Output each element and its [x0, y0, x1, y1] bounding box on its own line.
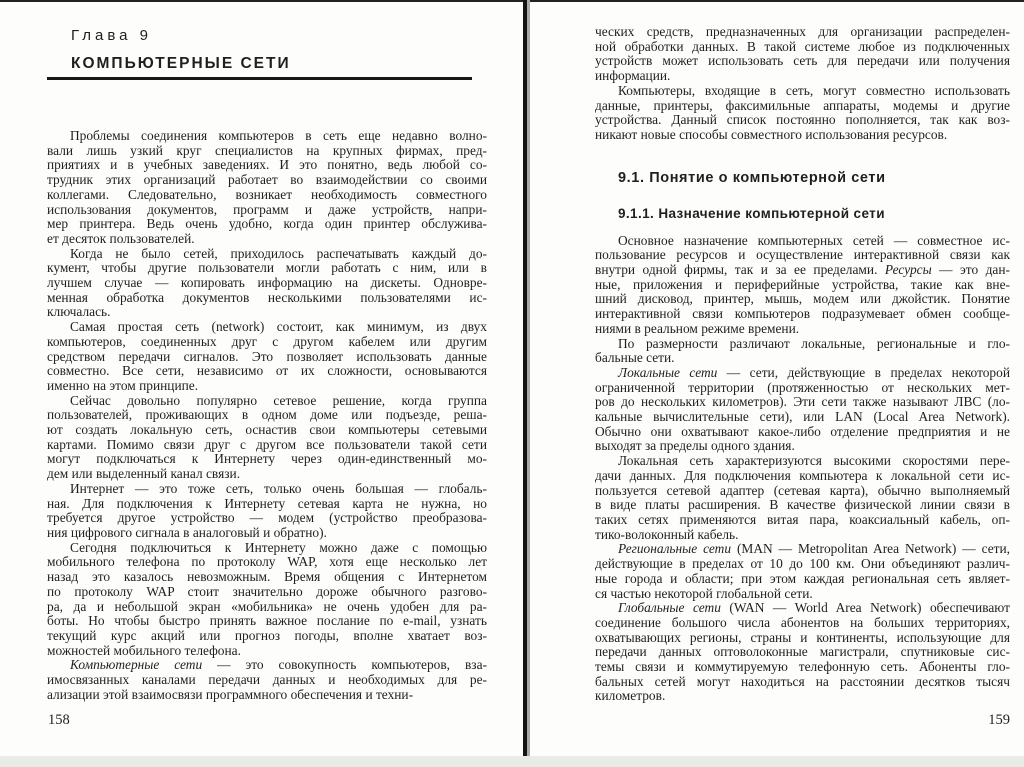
text-run: кальные вычислительные сети), или LAN (Local Area Network).	[595, 409, 1010, 425]
text-run: соединение большого числа абонентов на больших территориях,	[595, 614, 1010, 630]
text-line	[595, 689, 1010, 704]
page-number-left: 158	[48, 712, 70, 728]
text-run: Сегодня подключиться к Интернету можно даже с помощью	[70, 539, 487, 555]
text-line	[47, 335, 487, 350]
text-run: дачи данных. Для подключения компьютера к локальной сети ис-	[595, 467, 1010, 483]
paragraph	[595, 84, 1010, 143]
text-run: По размерности различают локальные, региональные и гло-	[618, 335, 1010, 351]
text-line	[47, 644, 487, 659]
text-line	[47, 247, 487, 262]
text-run: именно на этом принципе.	[47, 377, 199, 393]
text-line	[47, 144, 487, 159]
paragraph	[595, 542, 1010, 601]
book-gutter-highlight	[527, 0, 530, 756]
text-run: бальных сетей могут находиться на расстоянии десятков тысяч	[595, 673, 1010, 689]
text-line	[47, 158, 487, 173]
text-run: ра, да и небольшой экран «мобильника» не очень удобен для ра-	[47, 598, 487, 614]
text-line	[47, 511, 487, 526]
text-line	[47, 291, 487, 306]
text-run: шний дисковод, принтер, мышь, модем или джойстик. Понятие	[595, 291, 1010, 307]
text-run: действующие в пределах от 10 до 100 км. Они объединяют различ-	[595, 556, 1010, 572]
subsection-heading: 9.1.1. Назначение компьютерной сети	[618, 205, 885, 221]
italic-term: Компьютерные сети	[70, 657, 203, 673]
text-line	[47, 232, 487, 247]
text-line	[595, 322, 1010, 337]
text-run: назад это казалось невозможным. Время общения с Интернетом	[47, 569, 487, 585]
text-run: средством передачи сигналов. Это позволяет использовать данные	[47, 348, 487, 364]
text-run: ет десяток пользователей.	[47, 230, 195, 246]
text-run: ров до нескольких километров). Эти сети также называют ЛВС (ло-	[595, 394, 1010, 410]
scan-top-edge	[0, 0, 1024, 2]
text-line	[595, 395, 1010, 410]
text-run: — сети, действующие в пределах некоторой	[717, 364, 1010, 380]
text-line	[595, 631, 1010, 646]
text-run: менная обработка документов несколькими пользователями ис-	[47, 289, 487, 305]
text-line	[47, 276, 487, 291]
text-line	[595, 660, 1010, 675]
text-line	[47, 394, 487, 409]
text-run: Проблемы соединения компьютеров в сеть еще недавно волно-	[70, 128, 487, 143]
paragraph	[595, 366, 1010, 454]
text-run: информации.	[595, 68, 671, 84]
text-run: охватывающих регионы, страны и континенты, использующие для	[595, 629, 1010, 645]
text-run: данные, принтеры, факсимильные аппараты, модемы и другие	[595, 97, 1010, 113]
text-line	[595, 528, 1010, 543]
text-line	[595, 675, 1010, 690]
text-run: устройств может использовать сеть для передачи или получения	[595, 53, 1010, 69]
text-run: картами. Помимо связи друг с другом все пользователи такой сети	[47, 436, 487, 452]
text-line	[47, 438, 487, 453]
text-line	[47, 600, 487, 615]
page-right	[595, 25, 1010, 704]
text-line	[47, 203, 487, 218]
chapter-title-rule	[47, 77, 472, 80]
paragraph	[595, 454, 1010, 542]
italic-term: Локальные сети	[618, 364, 718, 380]
text-run: Основное назначение компьютерных сетей — совместное ис-	[618, 232, 1010, 248]
text-line	[47, 673, 487, 688]
text-line	[595, 113, 1010, 128]
text-line	[595, 366, 1010, 381]
text-run: дем или выделенный канал связи.	[47, 466, 241, 482]
page-number-right: 159	[988, 712, 1010, 728]
text-line	[47, 350, 487, 365]
text-line	[47, 173, 487, 188]
text-line	[47, 688, 487, 703]
chapter-title: КОМПЬЮТЕРНЫЕ СЕТИ	[71, 55, 291, 72]
text-run: Компьютеры, входящие в сеть, могут совместно использовать	[618, 82, 1010, 98]
scan-bottom-strip	[0, 756, 1024, 767]
text-run: Локальная сеть характеризуются высокими скоростями пере-	[618, 453, 1010, 469]
italic-term: Региональные сети	[618, 541, 732, 557]
text-run: тико-волоконный кабель.	[595, 526, 739, 542]
text-run: приятиях и в учебных заведениях. И это понятно, ведь любой со-	[47, 157, 487, 173]
text-line	[47, 497, 487, 512]
text-line	[47, 585, 487, 600]
text-line	[595, 601, 1010, 616]
chapter-label: Глава 9	[71, 27, 153, 44]
text-line	[47, 452, 487, 467]
text-line	[595, 557, 1010, 572]
text-run: ния цифрового сигнала в аналоговый и обратно).	[47, 524, 327, 540]
text-line	[47, 320, 487, 335]
text-run: текущий курс акций или прогноз погоды, вполне хватает воз-	[47, 627, 487, 643]
text-run: лучшем случае — копировать информацию на дискеты. Одновре-	[47, 275, 487, 291]
text-run: мер принтера. Ведь очень удобно, когда один принтер обслужива-	[47, 216, 487, 232]
text-run: можностей мобильного телефона.	[47, 642, 241, 658]
text-run: ные, приложения и периферийные устройства, такие как вне-	[595, 276, 1010, 292]
text-line	[595, 572, 1010, 587]
text-run: ные города и области; при этом каждая региональная сеть являет-	[595, 570, 1010, 586]
text-run: имосвязанных каналами передачи данных и необходимых для ре-	[47, 672, 487, 688]
text-run: ниями в реальном режиме времени.	[595, 320, 800, 336]
paragraph	[47, 394, 487, 482]
text-run: ключалась.	[47, 304, 111, 320]
text-line	[47, 408, 487, 423]
text-line	[595, 25, 1010, 40]
text-line	[595, 513, 1010, 528]
text-line	[47, 129, 487, 144]
paragraph	[47, 247, 487, 321]
text-line	[47, 379, 487, 394]
text-line	[595, 542, 1010, 557]
text-run: пользуется сетевой адаптер (сетевая карта), обычно выполняемый	[595, 482, 1010, 498]
text-line	[595, 54, 1010, 69]
text-run: Интернет — это тоже сеть, только очень большая — глобаль-	[70, 480, 487, 496]
paragraph	[47, 658, 487, 702]
text-line	[47, 614, 487, 629]
text-run: устройства. Данный список постоянно пополняется, так как воз-	[595, 112, 1010, 128]
page-left-body	[47, 129, 487, 702]
text-run: компьютеров, соединенных друг с другом кабелем или другим	[47, 333, 487, 349]
text-run: внутри одной фирмы, так и за ее пределами.	[595, 262, 885, 278]
text-run: Когда не было сетей, приходилось распечатывать каждый до-	[70, 245, 487, 261]
text-line	[595, 410, 1010, 425]
text-line	[47, 305, 487, 320]
text-line	[595, 587, 1010, 602]
text-run: передачи данных оптоволоконные магистрали, спутниковые сис-	[595, 644, 1010, 660]
text-run: никают новые способы совместного использования ресурсов.	[595, 126, 948, 142]
text-line	[47, 570, 487, 585]
text-line	[595, 351, 1010, 366]
text-run: ная. Для подключения к Интернету сетевая карта не нужна, но	[47, 495, 487, 511]
text-line	[595, 469, 1010, 484]
text-run: совместно. Все сети, независимо от их сложности, основываются	[47, 363, 487, 379]
text-run: Сейчас довольно популярно сетевое решение, когда группа	[70, 392, 487, 408]
text-run: ся частью некоторой глобальной сети.	[595, 585, 813, 601]
text-line	[47, 658, 487, 673]
text-line	[595, 425, 1010, 440]
paragraph	[47, 541, 487, 659]
text-run: — это совокупность компьютеров, вза-	[202, 657, 488, 673]
text-run: пользователей, проживающих в одном доме или подъезде, реша-	[47, 407, 487, 423]
text-line	[595, 307, 1010, 322]
text-run: Самая простая сеть (network) состоит, как минимум, из двух	[70, 319, 487, 335]
paragraph	[595, 337, 1010, 366]
italic-term: Глобальные сети	[618, 600, 721, 616]
text-run: мобильного телефона по протоколу WAP, хотя еще несколько лет	[47, 554, 487, 570]
text-line	[47, 482, 487, 497]
text-line	[595, 40, 1010, 55]
text-line	[47, 188, 487, 203]
text-line	[595, 99, 1010, 114]
text-run: интерактивной связи компьютеров подразумевает обмен сообще-	[595, 306, 1010, 322]
text-line	[47, 217, 487, 232]
text-line	[47, 467, 487, 482]
text-run: по протоколу WAP стоит значительно дороже обычного разгово-	[47, 583, 487, 599]
section-heading: 9.1. Понятие о компьютерной сети	[618, 169, 886, 186]
text-run: использования документов, программ и даже устройств, напри-	[47, 201, 487, 217]
text-line	[595, 381, 1010, 396]
text-run: в виде платы расширения. В качестве физической линии связи в	[595, 497, 1010, 513]
text-line	[47, 364, 487, 379]
italic-term: Ресурсы	[884, 262, 932, 278]
text-line	[595, 292, 1010, 307]
text-line	[47, 541, 487, 556]
text-line	[47, 423, 487, 438]
text-run: километров.	[595, 688, 666, 704]
text-line	[47, 261, 487, 276]
paragraph	[595, 234, 1010, 337]
text-line	[595, 454, 1010, 469]
text-run: ческих средств, предназначенных для организации распределен-	[595, 24, 1010, 39]
paragraph	[47, 482, 487, 541]
text-run: таких сетях применяются витая пара, коаксиальный кабель, оп-	[595, 511, 1010, 527]
text-run: ной обработки данных. В такой системе любое из подключенных	[595, 38, 1010, 54]
paragraph	[595, 25, 1010, 84]
text-run: темы связи и коммутируемую телефонную сеть. Абоненты гло-	[595, 659, 1010, 675]
text-run: ограниченной территории (протяженностью от нескольких мет-	[595, 379, 1010, 395]
text-run: вали лишь узкий круг специалистов на крупных фирмах, пред-	[47, 142, 487, 158]
page-left	[47, 28, 487, 702]
text-line	[595, 128, 1010, 143]
text-line	[595, 645, 1010, 660]
text-run: кумент, чтобы другие пользователи могли работать с ним, или в	[47, 260, 487, 276]
text-run: выходят за пределы одного здания.	[595, 438, 795, 454]
text-line	[47, 555, 487, 570]
text-line	[595, 439, 1010, 454]
text-line	[595, 248, 1010, 263]
text-run: — это дан-	[931, 262, 1010, 278]
text-run: бальные сети.	[595, 350, 675, 366]
text-run: могут подключаться к Интернету через один-единственный мо-	[47, 451, 487, 467]
text-run: требуется другое устройство — модем (устройство преобразова-	[47, 510, 487, 526]
text-run: (WAN — World Area Network) обеспечивают	[720, 600, 1010, 616]
text-line	[595, 234, 1010, 249]
text-line	[47, 526, 487, 541]
text-run: (MAN — Metropolitan Area Network) — сети,	[731, 541, 1011, 557]
text-run: трудник этих организаций работает во взаимодействии со своими	[47, 172, 487, 188]
text-run: Обычно они охватывают какое-либо отделение предприятия и не	[595, 423, 1010, 439]
text-run: коллегами. Следовательно, возникает необходимость совместного	[47, 186, 487, 202]
text-run: пользование ресурсов и осуществление интерактивной связи как	[595, 247, 1010, 263]
text-line	[47, 629, 487, 644]
text-line	[595, 616, 1010, 631]
text-line	[595, 263, 1010, 278]
paragraph	[47, 129, 487, 247]
text-line	[595, 498, 1010, 513]
text-run: боты. Но чтобы быстро принять важное послание по e-mail, узнать	[47, 613, 487, 629]
text-line	[595, 484, 1010, 499]
text-run: ализации этой взаимосвязи программного обеспечения и техни-	[47, 686, 414, 702]
text-line	[595, 69, 1010, 84]
paragraph	[595, 601, 1010, 704]
text-run: ют создать локальную сеть, оснастив свои компьютеры сетевыми	[47, 422, 487, 438]
text-line	[595, 278, 1010, 293]
text-line	[595, 84, 1010, 99]
text-line	[595, 337, 1010, 352]
paragraph	[47, 320, 487, 394]
page-right-body	[595, 25, 1010, 704]
